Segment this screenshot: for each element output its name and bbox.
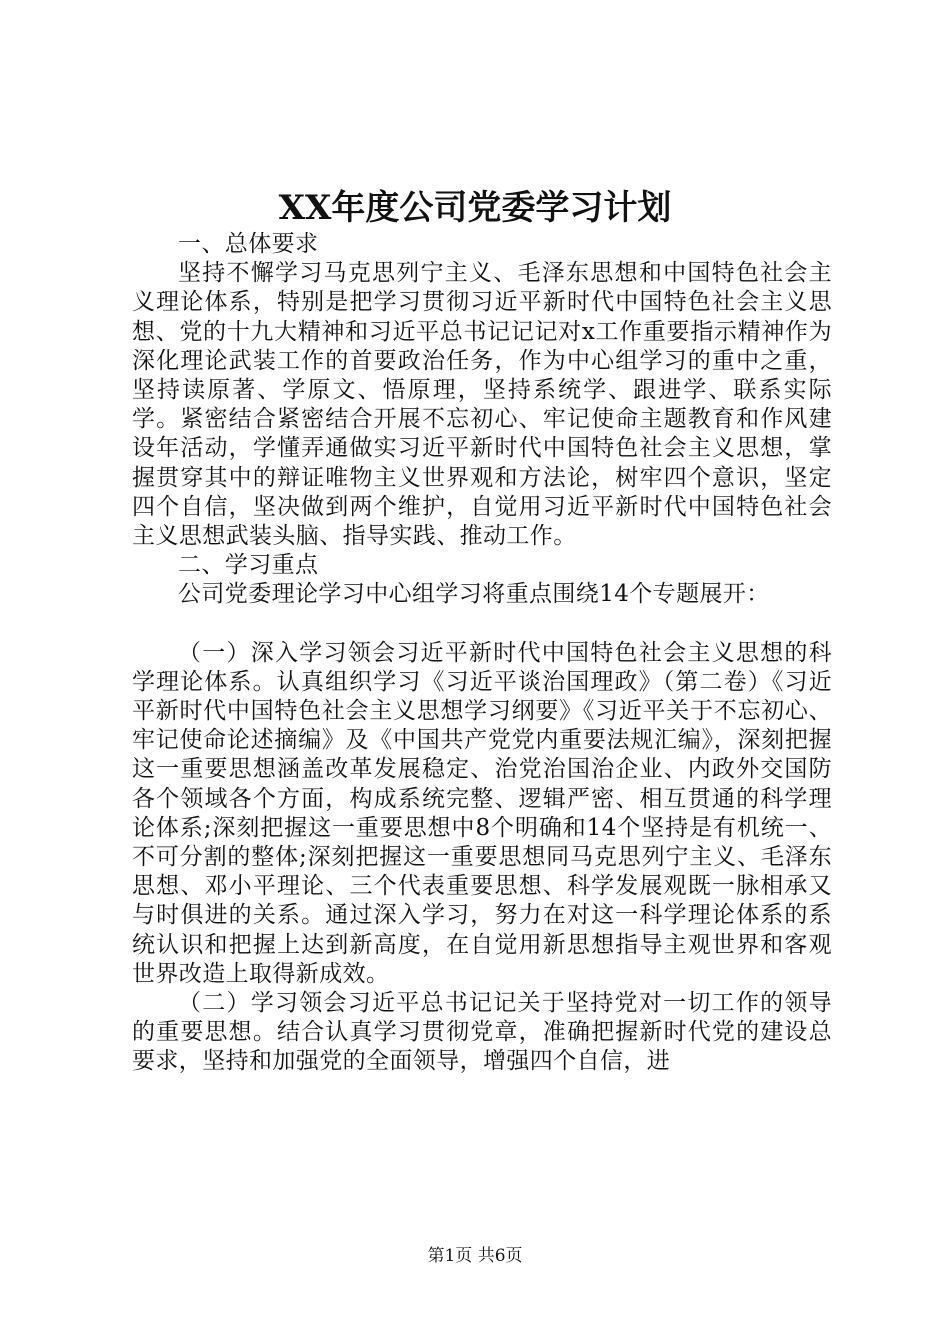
page-number-footer: 第1页 共6页: [427, 1246, 523, 1266]
section-heading-general-requirements: 一、总体要求: [178, 231, 319, 257]
paragraph-topic-2: （二）学习领会习近平总书记记关于坚持党对一切工作的领导的重要思想。结合认真学习贯彻党章，准确把握新时代党的建设总要求，坚持和加强党的全面领导，增强四个自信，进: [132, 990, 832, 1075]
section-heading-study-focus: 二、学习重点: [178, 552, 319, 579]
paragraph-topic-1: （一）深入学习领会习近平新时代中国特色社会主义思想的科学理论体系。认真组织学习《习近平谈治国理政》（第二卷）《习近平新时代中国特色社会主义思想学习纲要》《习近平关于不忘初心、牢记使命论述摘编》及《中国共产党党内重要法规汇编》，深刻把握这一重要思想涵盖改革发展稳定、治党治国治企业、内政外交国防各个领域各个方面，构成系统完整、逻辑严密、相互贯通的科学理论体系;深刻把握这一重要思想中8个明确和14个坚持是有机统一、不可分割的整体;深刻把握这一重要思想同马克思列宁主义、毛泽东思想、邓小平理论、三个代表重要思想、科学发展观既一脉相承又与时俱进的关系。通过深入学习，努力在对这一科学理论体系的系统认识和把握上达到新高度，在自觉用新思想指导主观世界和客观世界改造上取得新成效。: [132, 639, 832, 987]
document-title: XX年度公司党委学习计划: [278, 188, 672, 228]
document-body: [132, 230, 832, 1077]
paragraph-general-requirements: 坚持不懈学习马克思列宁主义、毛泽东思想和中国特色社会主义理论体系，特别是把学习贯彻习近平新时代中国特色社会主义思想、党的十九大精神和习近平总书记记记对x工作重要指示精神作为深化理论武装工作的首要政治任务，作为中心组学习的重中之重，坚持读原著、学原文、悟原理，坚持系统学、跟进学、联系实际学。紧密结合紧密结合开展不忘初心、牢记使命主题教育和作风建设年活动，学懂弄通做实习近平新时代中国特色社会主义思想，掌握贯穿其中的辩证唯物主义世界观和方法论，树牢四个意识，坚定四个自信，坚决做到两个维护，自觉用习近平新时代中国特色社会主义思想武装头脑、指导实践、推动工作。: [132, 260, 832, 550]
paragraph-study-focus-intro: 公司党委理论学习中心组学习将重点围绕14个专题展开：: [178, 581, 770, 608]
